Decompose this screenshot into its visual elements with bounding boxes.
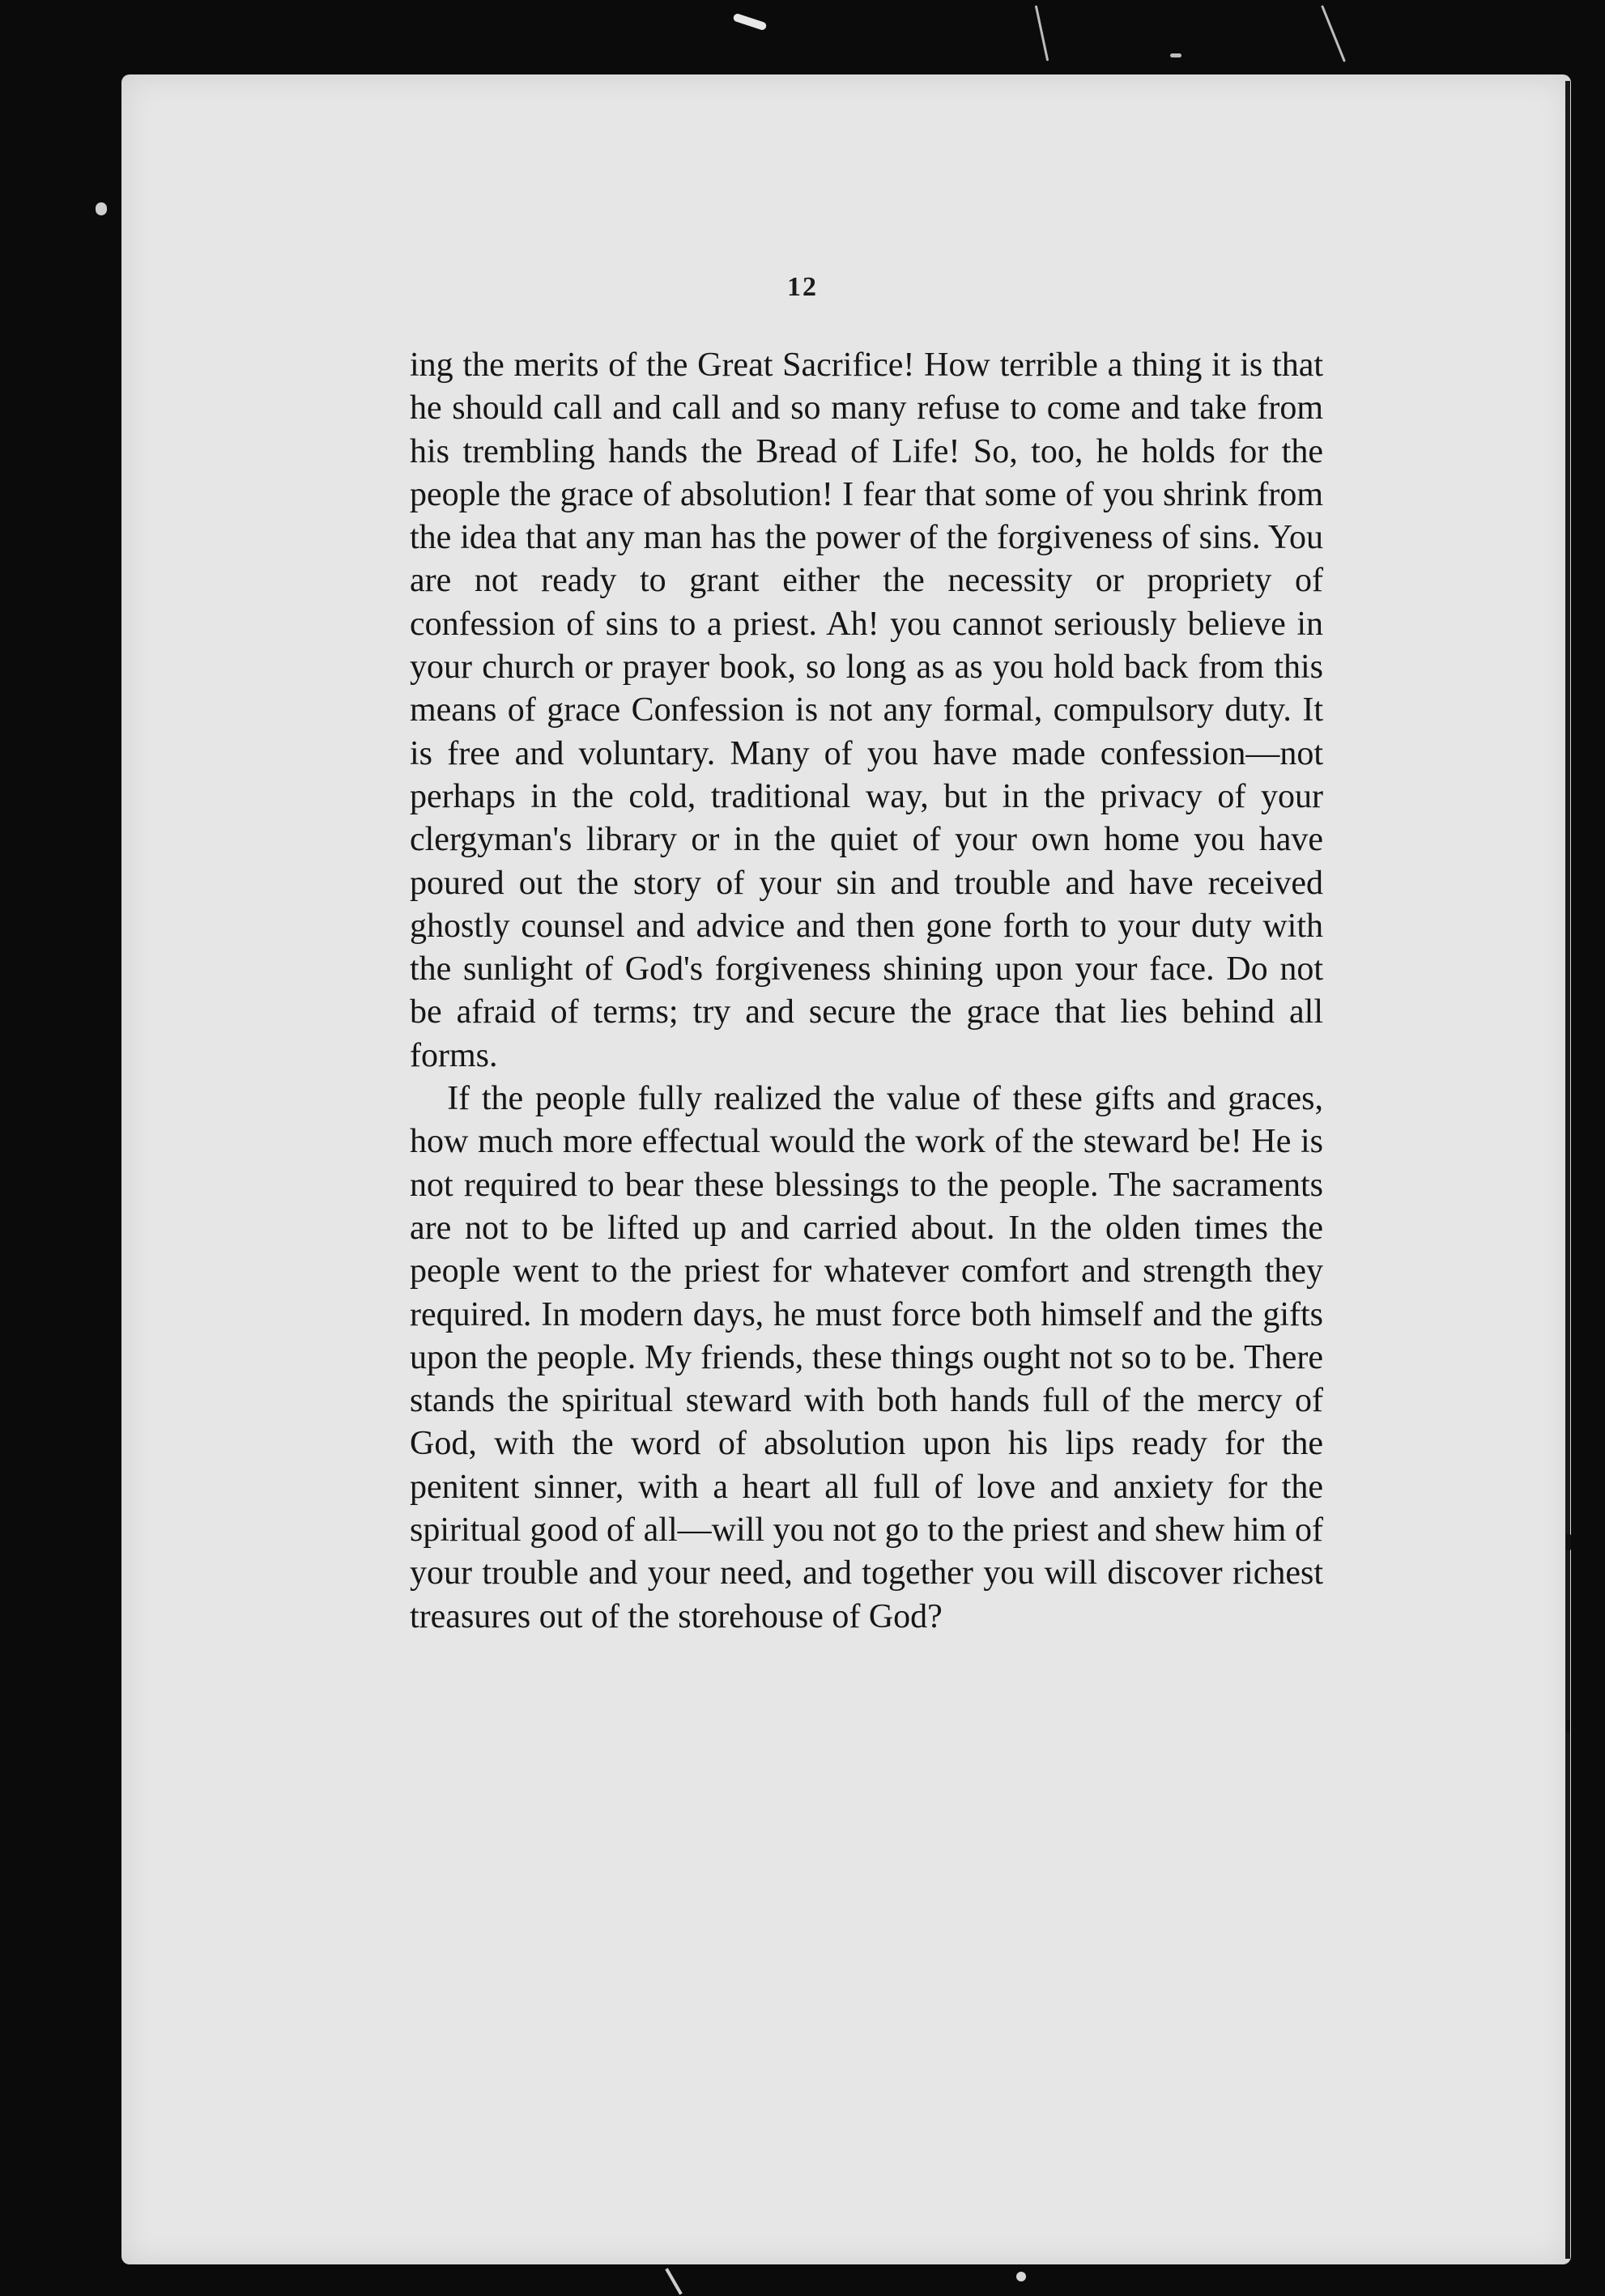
scan-artifact-bottom-dot bbox=[1016, 2272, 1026, 2281]
margin-tick bbox=[1566, 1720, 1570, 1732]
page-number: 12 bbox=[787, 272, 818, 302]
scan-artifact-left bbox=[96, 202, 107, 215]
paragraph-1: ing the merits of the Great Sacrifice! How terrible a thing it is that he should call and call and so many refuse to come and take from his trembling hands the Bread of Life! So, too, he holds for the people the grace of absolution! I fear that some of you shrink from the idea that any man has the power of the forgiveness of sins. You are not ready to grant either the necessity or propriety of confession of sins to a priest. Ah! you cannot seriously believe in your church or prayer book, so long as as you hold back from this means of grace Confession is not any formal, compulsory duty. It is free and voluntary. Many of you have made confession—not perhaps in the cold, traditional way, but in the privacy of your clergyman's library or in the quiet of your own home you have poured out the story of your sin and trouble and have received ghostly counsel and advice and then gone forth to your duty with the sunlight of God's forgiveness shining upon your face. Do not be afraid of terms; try and secure the grace that lies behind all forms. bbox=[410, 347, 1323, 1074]
page-body-text bbox=[410, 344, 1323, 1639]
scan-artifact-dot bbox=[1170, 53, 1181, 57]
scan-artifact-bottom bbox=[665, 2268, 682, 2294]
scan-artifact-thread bbox=[1321, 5, 1346, 62]
paragraph-2: If the people fully realized the value of these gifts and graces, how much more effectual would the work of the steward be! He is not required to bear these blessings to the people. The sacraments are not to be lifted up and carried about. In the olden times the people went to the priest for whatever comfort and strength they required. In modern days, he must force both himself and the gifts upon the people. My friends, these things ought not so to be. There stands the spiritual steward with both hands full of the mercy of God, with the word of absolution upon his lips ready for the penitent sinner, with a heart all full of love and anxiety for the spiritual good of all—will you not go to the priest and shew him of your trouble and your need, and together you will discover richest treasures out of the storehouse of God? bbox=[410, 1080, 1323, 1635]
scan-artifact-top bbox=[732, 13, 767, 31]
scan-artifact-thread bbox=[1035, 5, 1049, 61]
page-edge-shadow bbox=[1565, 81, 1570, 2259]
margin-tick bbox=[1566, 1534, 1571, 1550]
